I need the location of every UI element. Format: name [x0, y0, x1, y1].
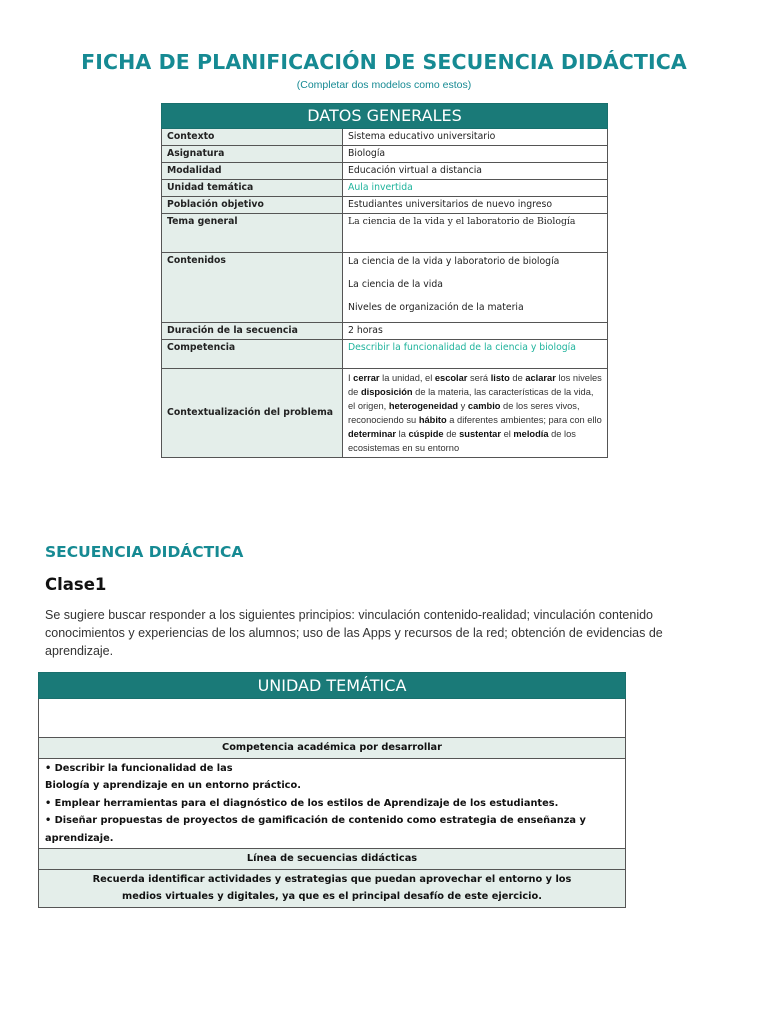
- contenido-item: Niveles de organización de la materia: [348, 302, 524, 313]
- problema-bold: heterogeneidad: [388, 401, 459, 411]
- competencia-bullet: • Diseñar propuestas de proyectos de gamificación de contenido como estrategia de enseñanza y aprendizaje.: [45, 815, 586, 844]
- competencia-bullet: • Emplear herramientas para el diagnóstico de los estilos de Aprendizaje de los estudiantes.: [45, 797, 559, 809]
- competencia-academica-label: Competencia académica por desarrollar: [39, 738, 626, 759]
- problema-bold: disposición: [360, 387, 413, 397]
- problema-text: será: [467, 373, 491, 383]
- unidad-tematica-heading: UNIDAD TEMÁTICA: [39, 673, 626, 699]
- problema-text: I: [348, 373, 354, 383]
- problema-bold: cambio: [467, 401, 501, 411]
- problema-bold: sustentar: [459, 429, 501, 439]
- problema-value: [343, 369, 608, 458]
- problema-text: y: [458, 401, 468, 411]
- problema-bold: melodía: [513, 429, 549, 439]
- problema-text: la unidad, el: [379, 373, 435, 383]
- recordatorio-text: Recuerda identificar actividades y estrategias que puedan aprovechar el entorno y los medios virtuales y digitales, ya que es el principal desafío de este ejercicio.: [39, 869, 626, 907]
- duracion-label: Duración de la secuencia: [162, 323, 343, 340]
- competencia-academica-list: [39, 758, 626, 849]
- linea-secuencias-label: Línea de secuencias didácticas: [39, 849, 626, 870]
- problema-text: de la materia, las características de la vida, el origen,: [348, 387, 594, 411]
- problema-bold: cerrar: [353, 373, 380, 383]
- problema-text: la: [396, 429, 409, 439]
- contexto-value: Sistema educativo universitario: [343, 129, 608, 146]
- competencia-label: Competencia: [162, 340, 343, 369]
- problema-bold: escolar: [434, 373, 468, 383]
- problema-text: a diferentes ambientes; para con ello: [446, 415, 602, 425]
- page-subtitle: (Completar dos modelos como estos): [296, 79, 472, 91]
- tema-value: La ciencia de la vida y el laboratorio de Biología: [343, 214, 608, 253]
- contenidos-label: Contenidos: [162, 253, 343, 323]
- problema-bold: cúspide: [408, 429, 444, 439]
- competencia-bullet: • Describir la funcionalidad de las: [45, 762, 233, 774]
- competencia-value: Describir la funcionalidad de la ciencia y biología: [343, 340, 608, 369]
- modalidad-label: Modalidad: [162, 163, 343, 180]
- problema-bold: determinar: [348, 429, 397, 439]
- problema-bold: listo: [490, 373, 510, 383]
- unidad-label: Unidad temática: [162, 180, 343, 197]
- poblacion-label: Población objetivo: [162, 197, 343, 214]
- poblacion-value: Estudiantes universitarios de nuevo ingreso: [343, 197, 608, 214]
- unidad-tematica-empty-cell: [39, 699, 626, 738]
- asignatura-value: Biología: [343, 146, 608, 163]
- problema-bold: aclarar: [525, 373, 556, 383]
- secuencia-intro: Se sugiere buscar responder a los siguientes principios: vinculación contenido-realidad; vinculación contenido conocimientos y experiencias de los alumnos; uso de las Apps y recursos de la red; obtención de evidencias de aprendizaje.: [45, 608, 663, 658]
- secuencia-title: SECUENCIA DIDÁCTICA: [45, 543, 244, 561]
- problema-text: de los seres vivos, reconociendo su: [348, 401, 580, 425]
- contexto-label: Contexto: [162, 129, 343, 146]
- problema-text: de: [443, 429, 460, 439]
- unidad-value: Aula invertida: [343, 180, 608, 197]
- asignatura-label: Asignatura: [162, 146, 343, 163]
- contenido-item: La ciencia de la vida: [348, 279, 443, 290]
- page-title: FICHA DE PLANIFICACIÓN DE SECUENCIA DIDÁCTICA: [81, 50, 687, 74]
- problema-bold: hábito: [418, 415, 447, 425]
- problema-text: de: [509, 373, 526, 383]
- competencia-bullet: Biología y aprendizaje en un entorno práctico.: [45, 780, 301, 791]
- tema-label: Tema general: [162, 214, 343, 253]
- problema-text: el: [500, 429, 514, 439]
- datos-generales-heading: DATOS GENERALES: [162, 104, 608, 129]
- problema-label: Contextualización del problema: [162, 369, 343, 458]
- clase-title: Clase1: [45, 575, 107, 594]
- unidad-tematica-table: [38, 672, 626, 908]
- datos-generales-table: [161, 103, 608, 458]
- contenidos-value: [343, 253, 608, 323]
- contenido-item: La ciencia de la vida y laboratorio de biología: [348, 256, 560, 267]
- modalidad-value: Educación virtual a distancia: [343, 163, 608, 180]
- problema-text: de los ecosistemas en su entorno: [348, 429, 576, 453]
- duracion-value: 2 horas: [343, 323, 608, 340]
- problema-text: los niveles de: [348, 373, 602, 397]
